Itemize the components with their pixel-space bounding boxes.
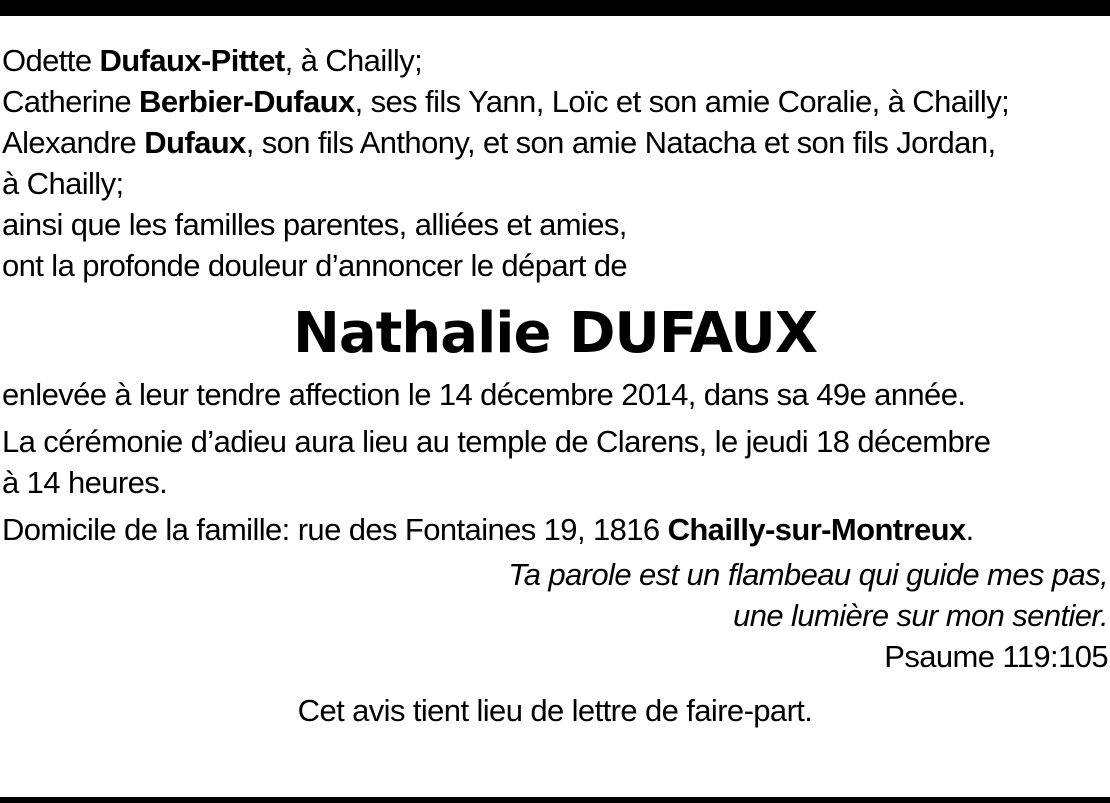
family-surname: Dufaux xyxy=(144,125,246,160)
family-surname: Dufaux-Pittet xyxy=(99,43,285,78)
verse-line: une lumière sur mon sentier. xyxy=(733,598,1108,633)
bottom-rule xyxy=(0,797,1110,803)
family-line-text: à Chailly; xyxy=(2,166,124,201)
top-rule xyxy=(0,0,1110,16)
family-line-text: Catherine xyxy=(2,84,140,119)
domicile-text: . xyxy=(965,512,974,547)
family-line xyxy=(2,204,1108,245)
family-line xyxy=(2,245,1108,286)
family-line xyxy=(2,40,1108,81)
ceremony-line: à 14 heures. xyxy=(2,465,168,500)
family-surname: Berbier-Dufaux xyxy=(139,84,355,119)
closing-note: Cet avis tient lieu de lettre de faire-part. xyxy=(297,693,813,728)
family-list xyxy=(2,40,1108,286)
obituary-notice xyxy=(2,40,1108,731)
family-line-text: ont la profonde douleur d’annoncer le départ de xyxy=(2,248,628,283)
family-line-text: , ses fils Yann, Loïc et son amie Coralie, à Chailly; xyxy=(354,84,1010,119)
deceased-name: Nathalie DUFAUX xyxy=(293,301,817,366)
family-line xyxy=(2,163,1108,204)
ceremony-line: La cérémonie d’adieu aura lieu au temple de Clarens, le jeudi 18 décembre xyxy=(2,424,991,459)
family-line-text: , à Chailly; xyxy=(284,43,423,78)
family-line-text: Alexandre xyxy=(2,125,145,160)
verse-reference: Psaume 119:105 xyxy=(884,639,1108,674)
family-line xyxy=(2,81,1108,122)
bible-verse xyxy=(2,554,1108,636)
family-line-text: ainsi que les familles parentes, alliées et amies, xyxy=(2,207,627,242)
domicile xyxy=(2,509,1108,550)
verse-line: Ta parole est un flambeau qui guide mes pas, xyxy=(508,557,1108,592)
domicile-text: Domicile de la famille: rue des Fontaines 19, 1816 xyxy=(2,512,668,547)
death-notice: enlevée à leur tendre affection le 14 décembre 2014, dans sa 49e année. xyxy=(2,377,966,412)
family-line-text: Odette xyxy=(2,43,100,78)
family-line-text: , son fils Anthony, et son amie Natacha et son fils Jordan, xyxy=(245,125,996,160)
family-line xyxy=(2,122,1108,163)
ceremony-info xyxy=(2,421,1108,503)
domicile-town: Chailly-sur-Montreux xyxy=(667,512,966,547)
